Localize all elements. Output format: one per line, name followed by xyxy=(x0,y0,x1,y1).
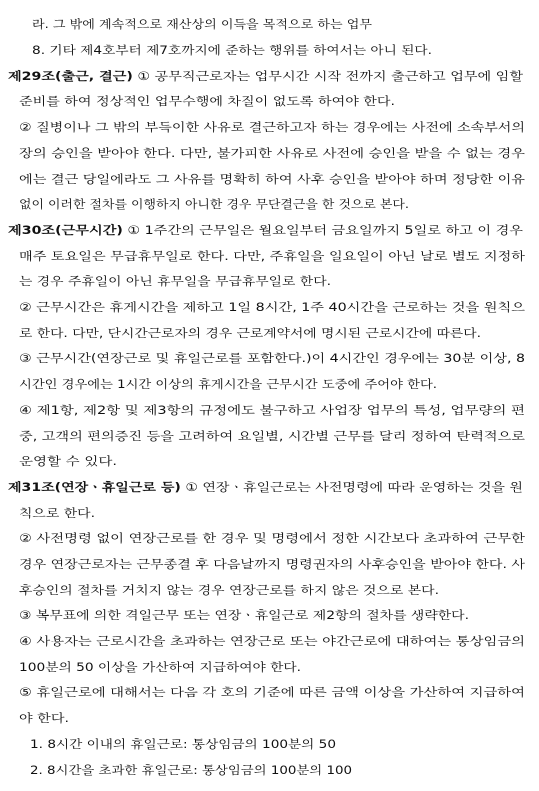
line-text: 8. 기타 제4호부터 제7호까지에 준하는 행위를 하여서는 아니 된다. xyxy=(32,43,432,57)
list-item xyxy=(0,732,539,756)
article-heading-line xyxy=(0,218,539,242)
text-line xyxy=(0,115,539,139)
text-line xyxy=(0,526,539,550)
article-heading-line xyxy=(0,475,539,499)
text-line xyxy=(0,295,539,319)
line-text: 매주 토요일은 무급휴무일로 한다. 다만, 주휴일을 일요일이 아닌 날로 별도 지정하 xyxy=(19,249,525,263)
text-line xyxy=(0,578,539,602)
line-text: 라. 그 밖에 계속적으로 재산상의 이득을 목적으로 하는 업무 xyxy=(32,17,373,31)
text-line xyxy=(0,552,539,576)
line-text: 중, 고객의 편의증진 등을 고려하여 요일별, 시간별 근무를 달리 정하여 탄력적으로 xyxy=(19,429,525,443)
line-text: ③ 근무시간(연장근로 및 휴일근로를 포함한다.)이 4시간인 경우에는 30분 이상, 8 xyxy=(19,351,525,365)
article-title: 제29조(출근, 결근) xyxy=(8,69,133,83)
text-line xyxy=(0,398,539,422)
line-text: 경우 연장근로자는 근무종결 후 다음날까지 명령권자의 사후승인을 받아야 한다. 사 xyxy=(19,557,525,571)
text-line xyxy=(0,167,539,191)
list-item xyxy=(0,758,539,782)
line-text: 장의 승인을 받아야 한다. 다만, 불가피한 사유로 사전에 승인을 받을 수 없는 경우 xyxy=(19,146,525,160)
text-line xyxy=(0,192,539,216)
article-title: 제31조(연장ㆍ휴일근로 등) xyxy=(8,480,181,494)
text-line xyxy=(0,269,539,293)
text-line xyxy=(0,629,539,653)
line-text: 제30조(근무시간) ① 1주간의 근무일은 월요일부터 금요일까지 5일로 하고 이 경우 xyxy=(8,223,524,237)
line-text: ② 사전명령 없이 연장근로를 한 경우 및 명령에서 정한 시간보다 초과하여 근무한 xyxy=(19,531,525,545)
line-text: 운영할 수 있다. xyxy=(19,454,117,468)
text-line xyxy=(0,449,539,473)
line-text: ④ 제1항, 제2항 및 제3항의 규정에도 불구하고 사업장 업무의 특성, 업무량의 편 xyxy=(19,403,525,417)
line-text: 제31조(연장ㆍ휴일근로 등) ① 연장ㆍ휴일근로는 사전명령에 따라 운영하는 것을 원 xyxy=(8,480,524,494)
text-line xyxy=(0,321,539,345)
line-text: 로 한다. 다만, 단시간근로자의 경우 근로계약서에 명시된 근로시간에 따른다. xyxy=(19,326,481,340)
line-text: 2. 8시간을 초과한 휴일근로: 통상임금의 100분의 100 xyxy=(30,763,352,777)
line-text: ④ 사용자는 근로시간을 초과하는 연장근로 또는 야간근로에 대하여는 통상임금의 xyxy=(19,634,525,648)
text-line xyxy=(0,603,539,627)
text-line xyxy=(0,424,539,448)
line-text: ② 근무시간은 휴게시간을 제하고 1일 8시간, 1주 40시간을 근로하는 것을 원칙으 xyxy=(19,300,525,314)
line-text: 없이 이러한 절차를 이행하지 아니한 경우 무단결근을 한 것으로 본다. xyxy=(19,197,409,211)
text-line xyxy=(0,38,539,62)
text-line xyxy=(0,655,539,679)
text-line xyxy=(0,372,539,396)
article-title: 제30조(근무시간) xyxy=(8,223,123,237)
line-text: 준비를 하여 정상적인 업무수행에 차질이 없도록 하여야 한다. xyxy=(19,94,395,108)
line-text: ② 질병이나 그 밖의 부득이한 사유로 결근하고자 하는 경우에는 사전에 소속부서의 xyxy=(19,120,525,134)
text-line xyxy=(0,680,539,704)
line-text: 후승인의 절차를 거치지 않는 경우 연장근로를 하지 않은 것으로 본다. xyxy=(19,583,439,597)
line-text: 시간인 경우에는 1시간 이상의 휴게시간을 근무시간 도중에 주어야 한다. xyxy=(19,377,437,391)
line-text: 1. 8시간 이내의 휴일근로: 통상임금의 100분의 50 xyxy=(30,737,336,751)
line-text: 야 한다. xyxy=(19,711,69,725)
text-line xyxy=(0,141,539,165)
line-text: 는 경우 주휴일이 아닌 휴무일을 무급휴무일로 한다. xyxy=(19,274,331,288)
article-heading-line xyxy=(0,64,539,88)
text-line xyxy=(0,244,539,268)
text-line xyxy=(0,706,539,730)
text-line xyxy=(0,346,539,370)
line-text: 제29조(출근, 결근) ① 공무직근로자는 업무시간 시작 전까지 출근하고 업무에 임할 xyxy=(8,69,523,83)
line-text: ⑤ 휴일근로에 대해서는 다음 각 호의 기준에 따른 금액 이상을 가산하여 지급하여 xyxy=(19,685,525,699)
line-text: 칙으로 한다. xyxy=(19,506,95,520)
line-text: 100분의 50 이상을 가산하여 지급하여야 한다. xyxy=(19,660,301,674)
line-text: ③ 복무표에 의한 격일근무 또는 연장ㆍ휴일근로 제2항의 절차를 생략한다. xyxy=(19,608,469,622)
line-text: 에는 결근 당일에라도 그 사유를 명확히 하여 사후 승인을 받아야 하며 정당한 이유 xyxy=(19,172,525,186)
text-line xyxy=(0,12,539,36)
text-line xyxy=(0,89,539,113)
text-line xyxy=(0,501,539,525)
